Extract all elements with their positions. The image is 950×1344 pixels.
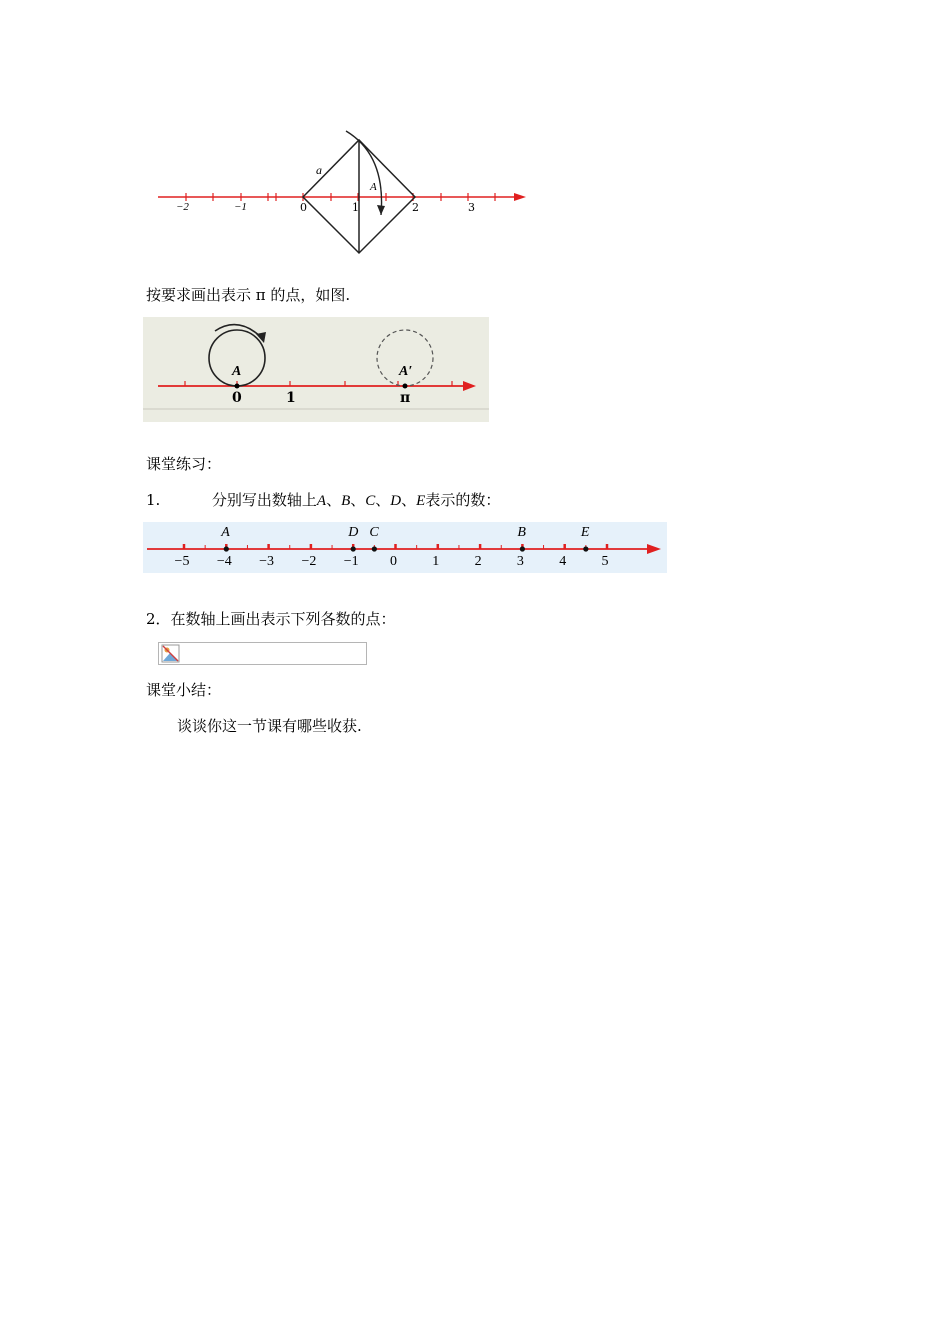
tick-label: 0: [390, 554, 397, 569]
tick-label: 1: [286, 390, 296, 406]
point-label-A: A: [370, 181, 377, 193]
section-summary: 课堂小结：: [146, 681, 222, 699]
point-D: [351, 546, 356, 551]
tick-label: −4: [216, 554, 232, 569]
broken-image-placeholder: [158, 642, 367, 665]
question-2: 2．在数轴上画出表示下列各数的点：: [146, 610, 396, 628]
tick-label: 2: [474, 554, 482, 569]
letter: B: [341, 493, 351, 509]
point-A: [224, 546, 229, 551]
separator: 、: [375, 491, 391, 509]
point-A: [235, 384, 240, 389]
question-1: [146, 490, 500, 511]
letter: D: [390, 493, 402, 509]
tick-label: 5: [601, 554, 609, 569]
tick-label: π: [400, 390, 411, 406]
figure-number-line-points: [143, 522, 667, 573]
tick-label: 2: [412, 201, 419, 214]
arc-arrow-icon: [377, 205, 385, 215]
separator: 、: [326, 491, 342, 509]
tick-label: 1: [352, 201, 359, 214]
tick-label: 0: [232, 390, 242, 406]
tick-label: 1: [432, 554, 440, 569]
side-label-a: a: [316, 163, 322, 177]
tick-label: 4: [559, 554, 567, 569]
separator: 、: [350, 491, 366, 509]
point-label-B: B: [517, 525, 526, 540]
point-label-A: A: [232, 364, 242, 379]
axis-arrow-icon: [647, 544, 661, 554]
point-label-D: D: [348, 525, 359, 540]
letter: A: [316, 493, 327, 509]
tick-label: 3: [468, 201, 475, 214]
point-A-prime: [403, 384, 408, 389]
point-E: [583, 546, 588, 551]
tick-label: 0: [300, 201, 307, 214]
tick-label: −5: [174, 554, 190, 569]
tick-label: −3: [259, 554, 275, 569]
question-text: 表示的数：: [425, 491, 501, 509]
tick-label: −2: [176, 201, 189, 213]
caption-pi: 按要求画出表示 π 的点，如图.: [146, 286, 351, 304]
tick-label: 3: [516, 554, 524, 569]
tick-label: −1: [234, 201, 247, 213]
separator: 、: [401, 491, 417, 509]
summary-text: 谈谈你这一节课有哪些收获.: [177, 717, 362, 735]
figure-rolling-circle: [143, 317, 489, 422]
letter: E: [416, 493, 426, 509]
letter: C: [365, 493, 376, 509]
tick-label: −2: [301, 554, 317, 569]
axis-arrow-icon: [463, 381, 476, 391]
figure-square-sqrt2: [150, 125, 535, 260]
question-text: 分别写出数轴上: [211, 491, 317, 509]
point-C: [372, 546, 377, 551]
question-number: 1.: [146, 491, 161, 509]
section-practice: 课堂练习：: [146, 455, 222, 473]
broken-image-icon: [161, 644, 181, 664]
point-B: [520, 546, 525, 551]
point-label-A: A: [221, 525, 230, 540]
axis-ticks: [184, 544, 607, 549]
axis-arrow-icon: [514, 193, 526, 201]
point-label-C: C: [369, 525, 379, 540]
point-label-A-prime: A′: [399, 364, 413, 379]
point-label-E: E: [580, 525, 590, 540]
tick-label: −1: [343, 554, 359, 569]
